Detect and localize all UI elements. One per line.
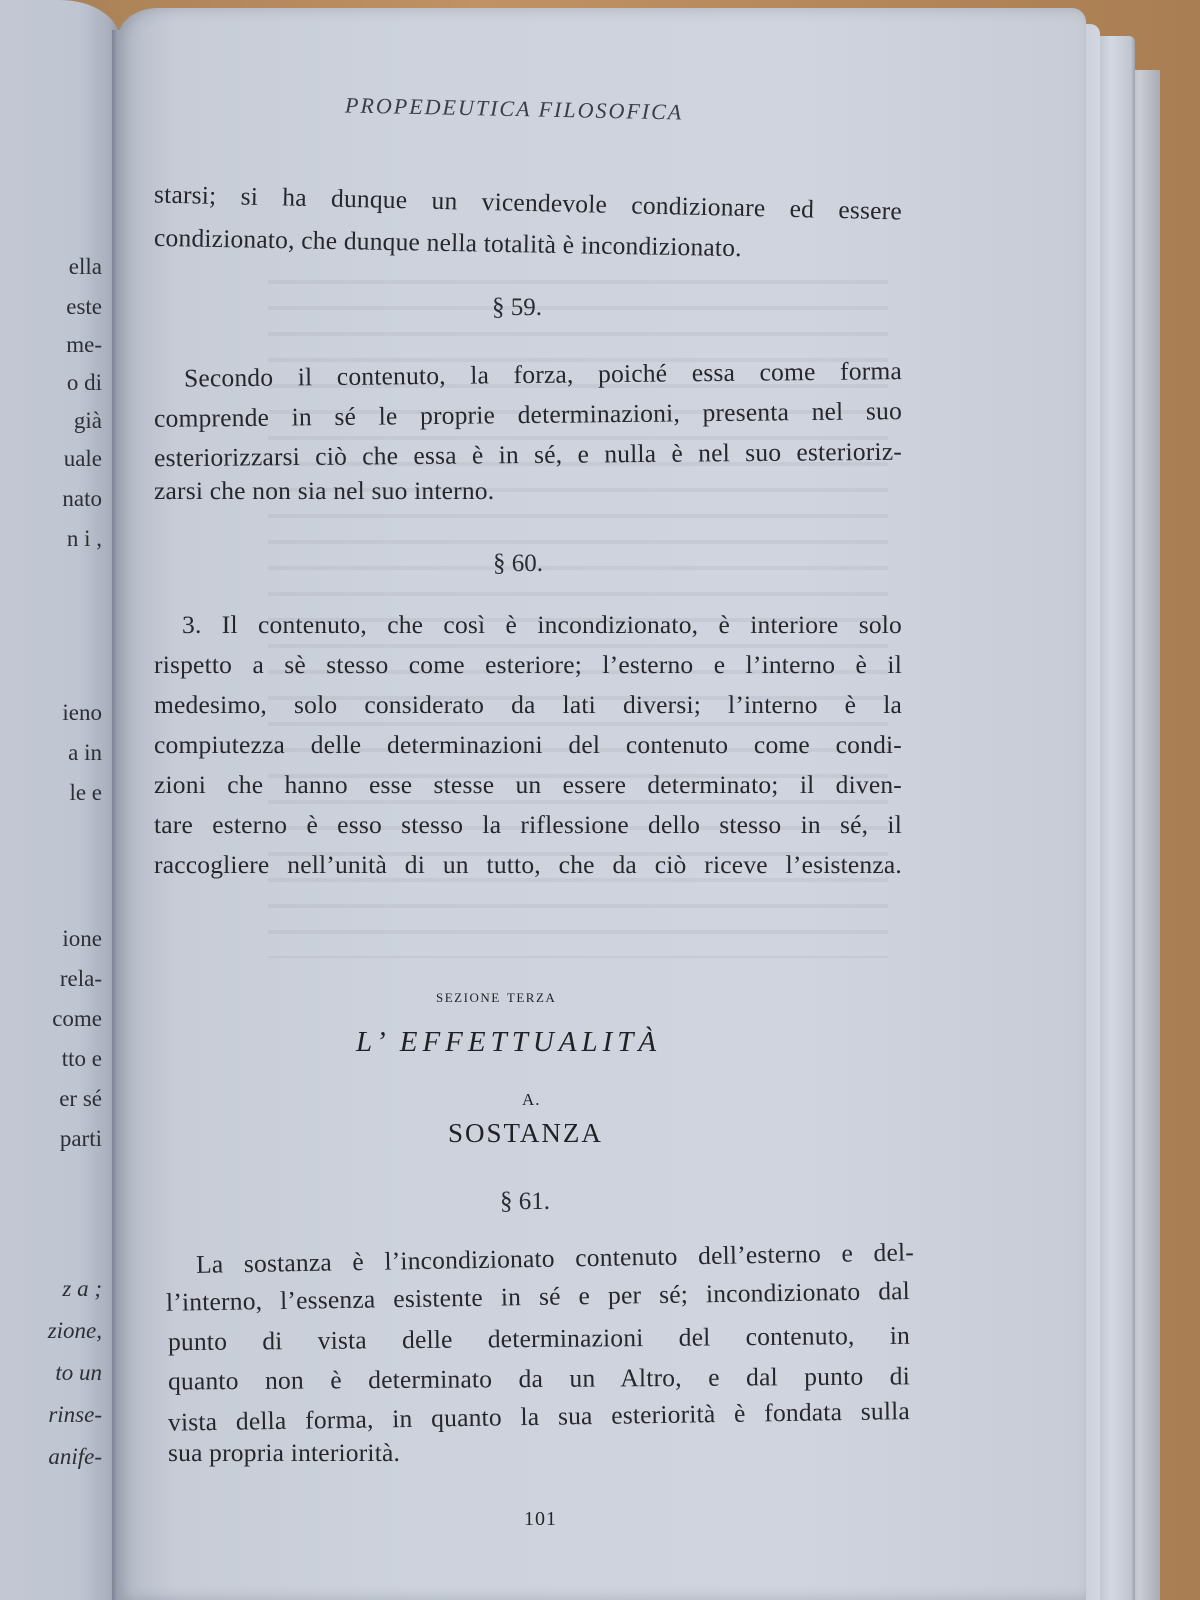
page-stack-edge — [1095, 36, 1135, 1600]
left-page-fragment: este — [66, 294, 102, 319]
left-page-fragment: o di — [66, 370, 102, 395]
subsection-title: SOSTANZA — [448, 1118, 603, 1148]
section-label: sezione terza — [436, 986, 557, 1007]
left-page-fragment: già — [73, 408, 102, 433]
running-head: PROPEDEUTICA FILOSOFICA — [344, 92, 684, 125]
text-line: zioni che hanno esse stesse un essere determinato; il diven- — [154, 770, 902, 799]
left-page-fragment: to un — [55, 1360, 102, 1385]
book-page — [118, 8, 1086, 1600]
text-line: rispetto a sè stesso come esteriore; l’esterno e l’interno è il — [154, 650, 902, 679]
text-line: sua propria interiorità. — [168, 1438, 401, 1467]
text-line: Secondo il contenuto, la forza, poiché essa come forma — [183, 356, 903, 393]
text-line: 3. Il contenuto, che così è incondizionato, è interiore solo — [182, 610, 902, 639]
left-page-fragment: me- — [66, 332, 102, 357]
left-page-fragment: tto e — [61, 1046, 102, 1071]
left-page — [0, 0, 120, 1600]
left-page-fragment: ieno — [62, 700, 102, 725]
text-line: esteriorizzarsi ciò che essa è in sé, e nulla è nel suo esterioriz- — [153, 436, 903, 473]
text-line: La sostanza è l’incondizionato contenuto dell’esterno e del- — [195, 1237, 915, 1279]
left-page-fragment: rela- — [59, 966, 102, 991]
left-page-fragment: nato — [62, 486, 102, 511]
paragraph-mark: § 61. — [500, 1188, 550, 1215]
text-line: medesimo, solo considerato da lati diversi; l’interno è la — [154, 690, 902, 719]
text-line: condizionato, che dunque nella totalità è incondizionato. — [153, 222, 743, 263]
text-line: compiutezza delle determinazioni del contenuto come condi- — [154, 730, 902, 759]
left-page-fragment: n i , — [66, 526, 102, 551]
left-page-fragment: ione — [62, 926, 102, 951]
paragraph-mark: § 60. — [493, 550, 543, 577]
text-line: vista della forma, in quanto la sua esteriorità è fondata sulla — [167, 1396, 911, 1437]
left-page-fragment: a in — [68, 740, 102, 765]
left-page-fragment: er sé — [59, 1086, 102, 1111]
left-page-fragment: zione, — [47, 1318, 102, 1343]
paragraph-mark: § 59. — [492, 294, 542, 321]
left-page-fragment: le e — [69, 780, 102, 805]
text-line: punto di vista delle determinazioni del contenuto, in — [167, 1320, 911, 1357]
text-line: tare esterno è esso stesso la riflessione dello stesso in sé, il — [154, 810, 902, 839]
text-line: comprende in sé le proprie determinazioni, presenta nel suo — [153, 396, 903, 433]
text-line: zarsi che non sia nel suo interno. — [154, 476, 495, 505]
left-page-fragment: ella — [68, 254, 102, 279]
left-page-fragment: z a ; — [62, 1276, 102, 1301]
subsection-letter: A. — [522, 1090, 541, 1109]
text-line: quanto non è determinato da un Altro, e dal punto di — [167, 1361, 911, 1396]
text-line: starsi; si ha dunque un vicendevole condizionare ed essere — [153, 179, 903, 226]
section-title: L’ EFFETTUALITÀ — [356, 1026, 662, 1058]
text-line: raccogliere nell’unità di un tutto, che da ciò riceve l’esistenza. — [154, 850, 902, 879]
page-number: 101 — [524, 1508, 557, 1530]
left-page-fragment: uale — [63, 446, 102, 471]
left-page-fragment: come — [52, 1006, 102, 1031]
left-page-fragment: parti — [59, 1126, 102, 1151]
left-page-fragment: rinse- — [48, 1402, 102, 1427]
text-line: l’interno, l’essenza esistente in sé e per sé; incondizionato dal — [165, 1276, 911, 1317]
left-page-fragment: anife- — [48, 1444, 102, 1469]
